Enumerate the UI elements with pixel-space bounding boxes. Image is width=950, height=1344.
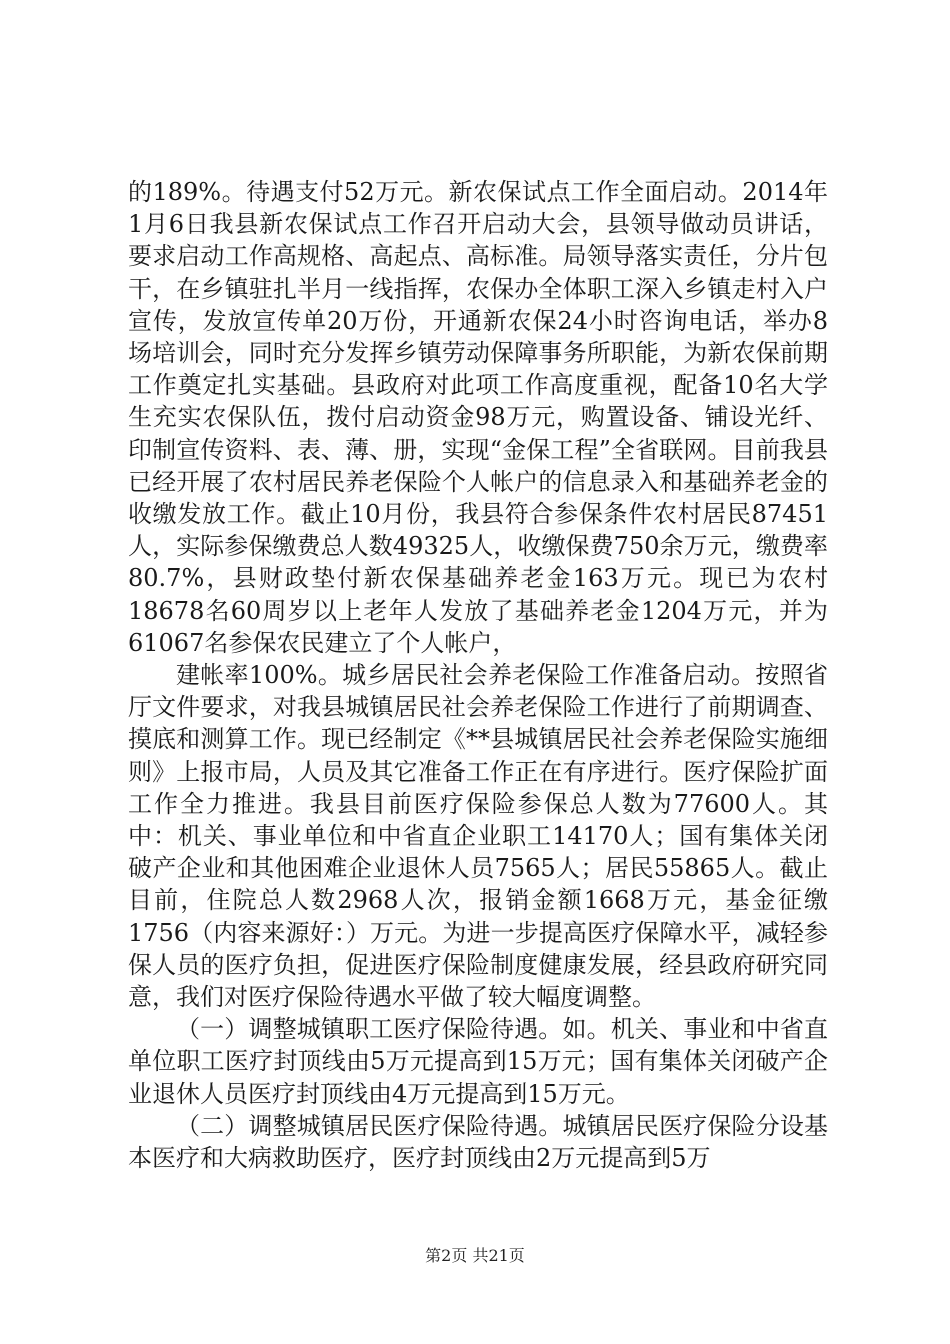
- paragraph-3: （一）调整城镇职工医疗保险待遇。如。机关、事业和中省直单位职工医疗封顶线由5万元提高到15万元；国有集体关闭破产企业退休人员医疗封顶线由4万元提高到15万元。: [128, 1015, 828, 1108]
- paragraph-1: 的189%。待遇支付52万元。新农保试点工作全面启动。2014年1月6日我县新农保试点工作召开启动大会，县领导做动员讲话，要求启动工作高规格、高起点、高标准。局领导落实责任，分片包干，在乡镇驻扎半月一线指挥，农保办全体职工深入乡镇走村入户宣传，发放宣传单20万份，开通新农保24小时咨询电话，举办8场培训会，同时充分发挥乡镇劳动保障事务所职能，为新农保前期工作奠定扎实基础。县政府对此项工作高度重视，配备10名大学生充实农保队伍，拨付启动资金98万元，购置设备、铺设光纤、印制宣传资料、表、薄、册，实现“金保工程”全省联网。目前我县已经开展了农村居民养老保险个人帐户的信息录入和基础养老金的收缴发放工作。截止10月份，我县符合参保条件农村居民87451人，实际参保缴费总人数49325人，收缴保费750余万元，缴费率80.7%，县财政垫付新农保基础养老金163万元。现已为农村18678名60周岁以上老年人发放了基础养老金1204万元，并为61067名参保农民建立了个人帐户，: [128, 178, 828, 657]
- page-footer: 第2页 共21页: [425, 1246, 525, 1265]
- paragraph-2: 建帐率100%。城乡居民社会养老保险工作准备启动。按照省厅文件要求，对我县城镇居民社会养老保险工作进行了前期调查、摸底和测算工作。现已经制定《**县城镇居民社会养老保险实施细则》上报市局，人员及其它准备工作正在有序进行。医疗保险扩面工作全力推进。我县目前医疗保险参保总人数为77600人。其中：机关、事业单位和中省直企业职工14170人；国有集体关闭破产企业和其他困难企业退休人员7565人；居民55865人。截止目前，住院总人数2968人次，报销金额1668万元，基金征缴1756（内容来源好：）万元。为进一步提高医疗保障水平，减轻参保人员的医疗负担，促进医疗保险制度健康发展，经县政府研究同意，我们对医疗保险待遇水平做了较大幅度调整。: [128, 661, 828, 1012]
- paragraph-4: （二）调整城镇居民医疗保险待遇。城镇居民医疗保险分设基本医疗和大病救助医疗，医疗封顶线由2万元提高到5万: [128, 1111, 828, 1173]
- document-body: [128, 176, 828, 1174]
